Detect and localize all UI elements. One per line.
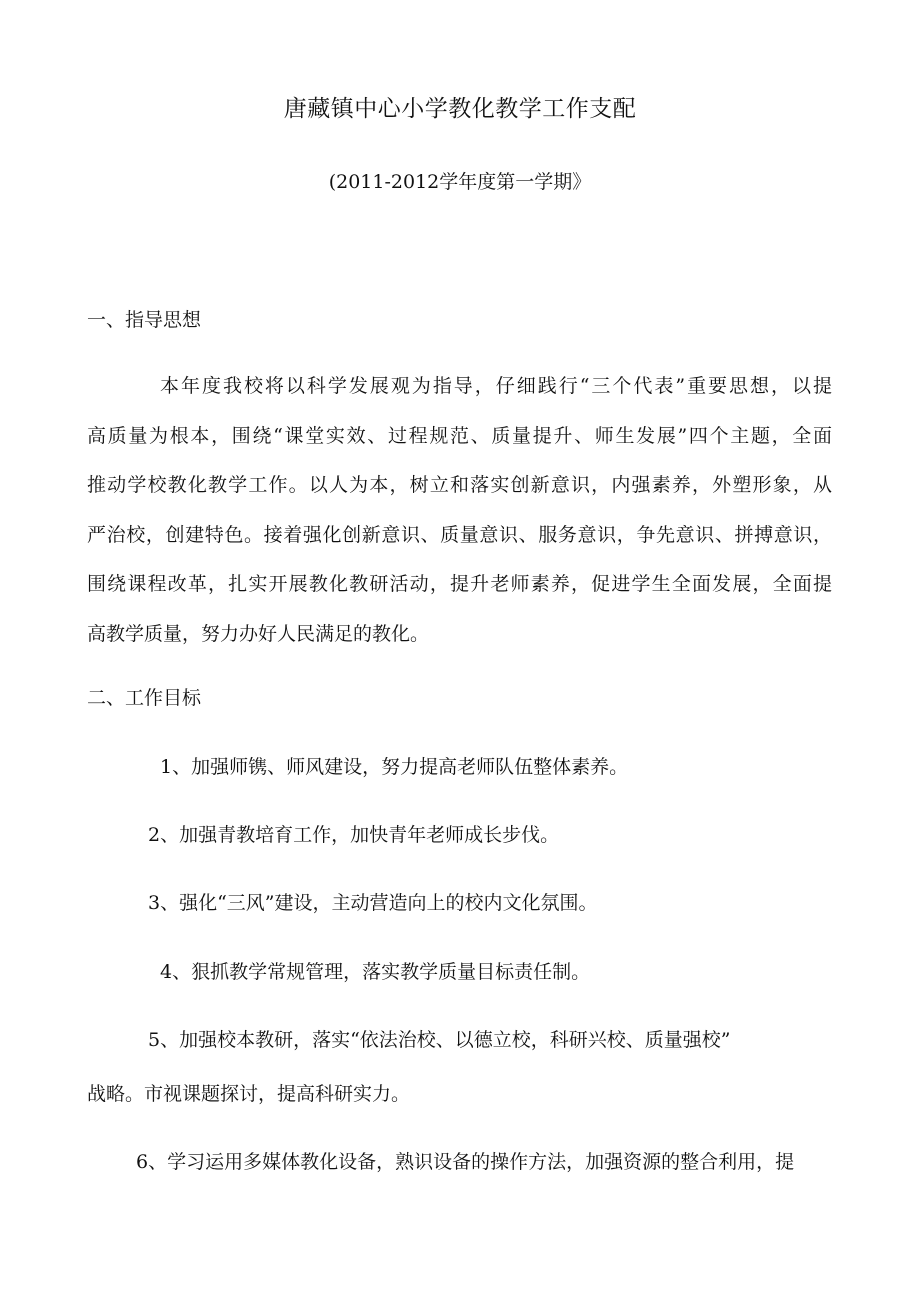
goal-item-2: 2、加强青教培育工作，加快青年老师成长步伐。 <box>148 824 560 846</box>
goal-item-3: 3、强化“三风”建设，主动营造向上的校内文化氛围。 <box>148 892 598 914</box>
paragraph-line: 本年度我校将以科学发展观为指导，仔细践行“三个代表”重要思想，以提 <box>160 375 832 397</box>
goal-item-5-continuation: 战略。市视课题探讨，提高科研实力。 <box>87 1083 411 1105</box>
goal-item-4: 4、狠抓教学常规管理，落实教学质量目标责任制。 <box>160 961 591 983</box>
document-subtitle: (2011-2012学年度第一学期》 <box>328 171 592 193</box>
section-paragraph-guiding-ideology <box>87 362 832 660</box>
section-heading-work-goals: 二、工作目标 <box>87 687 202 709</box>
paragraph-line: 推动学校教化教学工作。以人为本，树立和落实创新意识，内强素养，外塑形象，从 <box>87 474 832 497</box>
paragraph-line: 高质量为根本，围绕“课堂实效、过程规范、质量提升、师生发展”四个主题，全面 <box>87 424 832 447</box>
paragraph-line: 高教学质量，努力办好人民满足的教化。 <box>87 622 430 645</box>
paragraph-line: 围绕课程改革，扎实开展教化教研活动，提升老师素养，促进学生全面发展，全面提 <box>87 573 832 596</box>
document-title: 唐藏镇中心小学教化教学工作支配 <box>283 96 637 122</box>
paragraph-line: 严治校，创建特色。接着强化创新意识、质量意识、服务意识，争先意识、拼搏意识， <box>87 523 832 546</box>
goal-item-5: 5、加强校本教研，落实“依法治校、以德立校，科研兴校、质量强校” <box>148 1029 731 1051</box>
section-heading-guiding-ideology: 一、指导思想 <box>87 309 202 331</box>
goal-item-6: 6、学习运用多媒体教化设备，熟识设备的操作方法，加强资源的整合利用，提 <box>136 1151 795 1173</box>
goal-item-1: 1、加强师镌、师风建设，努力提高老师队伍整体素养。 <box>160 756 629 778</box>
